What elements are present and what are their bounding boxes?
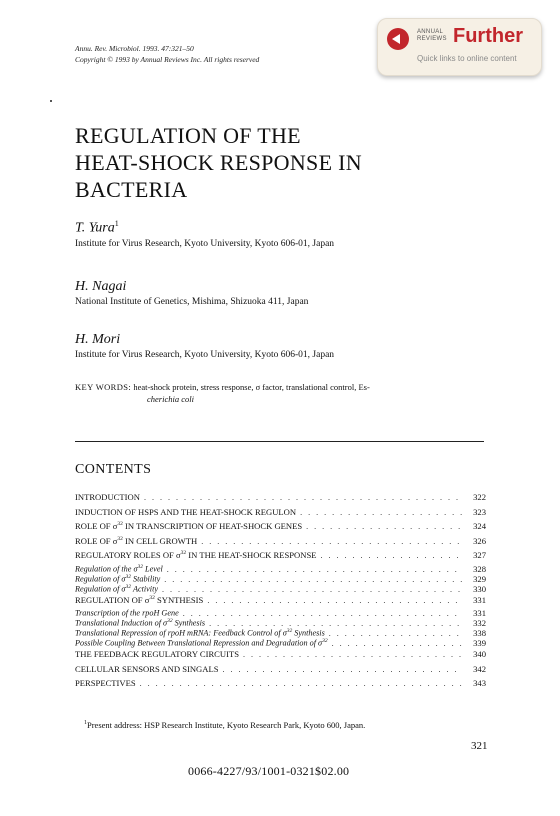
author-affiliation: Institute for Virus Research, Kyoto University, Kyoto 606-01, Japan (75, 238, 335, 249)
toc-entry[interactable] (75, 628, 486, 638)
toc-page-number: 343 (473, 678, 486, 688)
toc-leader-dots (239, 650, 462, 659)
toc-page-number: 339 (473, 638, 486, 648)
keywords (75, 381, 495, 405)
toc-page-number: 330 (473, 583, 486, 594)
toc-entry[interactable] (75, 492, 486, 506)
toc-entry-label: THE FEEDBACK REGULATORY CIRCUITS (75, 649, 240, 659)
toc-entry[interactable] (75, 584, 486, 594)
toc-entry-label: Regulation of the $\sigma^{32}$ Level (75, 563, 163, 574)
toc-page-number: 322 (473, 492, 486, 502)
toc-page-number: 340 (473, 649, 486, 659)
article-code: 0066-4227/93/1001-0321$02.00 (188, 764, 350, 778)
toc-leader-dots (136, 679, 462, 688)
toc-page-number: 327 (473, 550, 486, 560)
further-label: Further (453, 25, 523, 47)
toc-entry-label: Possible Coupling Between Translational Repression and Degradation of $\sigma^{32}$ (75, 638, 328, 648)
toc-entry[interactable] (75, 574, 486, 584)
author-2 (75, 279, 308, 307)
toc-page-number: 324 (473, 521, 486, 531)
toc-leader-dots (179, 609, 462, 618)
speck (50, 100, 52, 102)
toc-leader-dots (163, 565, 462, 574)
annual-reviews-logo: ANNUAL REVIEWS (417, 29, 447, 42)
toc-entry-label: REGULATORY ROLES OF $\sigma^{32}$ IN THE HEAT-SHOCK RESPONSE (75, 550, 317, 560)
toc-entry[interactable] (75, 618, 486, 628)
journal-citation: Annu. Rev. Microbiol. 1993. 47:321–50 (75, 44, 194, 53)
toc-page-number: 331 (473, 594, 486, 605)
toc-leader-dots (316, 551, 462, 560)
toc-page-number: 329 (473, 573, 486, 584)
toc-entry-label: Translational Repression of rpoH mRNA: Feedback Control of $\sigma^{32}$ Synthesis (75, 628, 325, 638)
toc-entry-label: INTRODUCTION (75, 492, 140, 502)
contents-heading: CONTENTS (75, 462, 152, 477)
toc-page-number: 328 (473, 563, 486, 574)
annual-reviews-further-badge[interactable] (377, 18, 542, 76)
keywords-text-cont: cherichia coli (147, 394, 194, 404)
toc-entry[interactable] (75, 664, 486, 678)
toc-entry-label: Regulation of $\sigma^{32}$ Activity (75, 583, 158, 594)
table-of-contents (75, 492, 486, 692)
toc-leader-dots (160, 575, 462, 584)
back-arrow-icon (387, 28, 409, 50)
keywords-text: heat-shock protein, stress response, σ factor, translational control, Es- (133, 382, 370, 392)
toc-entry-label: Regulation of $\sigma^{32}$ Stability (75, 573, 161, 584)
toc-entry-label: CELLULAR SENSORS AND SINGALS (75, 663, 219, 674)
toc-entry[interactable] (75, 521, 486, 535)
toc-entry-label: REGULATION OF $\sigma^{32}$ SYNTHESIS (75, 594, 204, 605)
toc-entry[interactable] (75, 536, 486, 550)
divider (75, 441, 484, 442)
author-name: H. Nagai (75, 279, 127, 294)
toc-leader-dots (158, 585, 462, 594)
journal-copyright: Copyright © 1993 by Annual Reviews Inc. All rights reserved (75, 55, 260, 64)
toc-page-number: 332 (473, 618, 486, 628)
quick-links-label: Quick links to online content (417, 54, 517, 63)
toc-entry[interactable] (75, 507, 486, 521)
toc-entry-label: ROLE OF $\sigma^{32}$ IN CELL GROWTH (75, 535, 198, 546)
toc-page-number: 326 (473, 535, 486, 546)
keywords-label: KEY WORDS: (75, 382, 132, 392)
toc-leader-dots (205, 619, 462, 628)
toc-leader-dots (296, 508, 462, 517)
toc-entry[interactable] (75, 638, 486, 648)
toc-leader-dots (197, 537, 462, 546)
toc-entry-label: Translational Induction of $\sigma^{32}$ Synthesis (75, 618, 206, 628)
toc-page-number: 331 (473, 608, 486, 618)
toc-page-number: 338 (473, 628, 486, 638)
toc-entry[interactable] (75, 608, 486, 618)
toc-page-number: 342 (473, 663, 486, 674)
author-name: H. Mori (75, 332, 121, 347)
author-3 (75, 332, 334, 360)
author-affiliation: National Institute of Genetics, Mishima, Shizuoka 411, Japan (75, 297, 309, 307)
toc-entry[interactable] (75, 564, 486, 574)
article-title: REGULATION OF THE HEAT-SHOCK RESPONSE IN BACTERIA (75, 123, 362, 202)
toc-entry[interactable] (75, 595, 486, 609)
page-number: 321 (471, 740, 488, 752)
toc-entry[interactable] (75, 550, 486, 564)
author-1 (75, 219, 334, 249)
toc-entry-label: Transcription of the rpoH Gene (75, 609, 179, 618)
footnote: $^1$Present address: HSP Research Institute, Kyoto Research Park, Kyoto 600, Japan. (84, 720, 366, 730)
toc-entry-label: ROLE OF $\sigma^{32}$ IN TRANSCRIPTION OF HEAT-SHOCK GENES (75, 521, 303, 531)
toc-leader-dots (203, 596, 462, 605)
author-affiliation: Institute for Virus Research, Kyoto University, Kyoto 606-01, Japan (75, 350, 335, 360)
toc-entry[interactable] (75, 678, 486, 692)
journal-header (75, 43, 259, 65)
toc-entry-label: PERSPECTIVES (75, 678, 136, 688)
toc-page-number: 323 (473, 506, 486, 517)
toc-leader-dots (218, 665, 462, 674)
toc-leader-dots (302, 522, 462, 531)
toc-entry[interactable] (75, 649, 486, 663)
toc-entry-label: INDUCTION OF HSPS AND THE HEAT-SHOCK REGULON (75, 506, 297, 517)
toc-leader-dots (325, 629, 462, 638)
toc-leader-dots (328, 639, 462, 648)
author-name: T. Yura$^1$ (75, 219, 119, 236)
toc-leader-dots (140, 493, 462, 502)
